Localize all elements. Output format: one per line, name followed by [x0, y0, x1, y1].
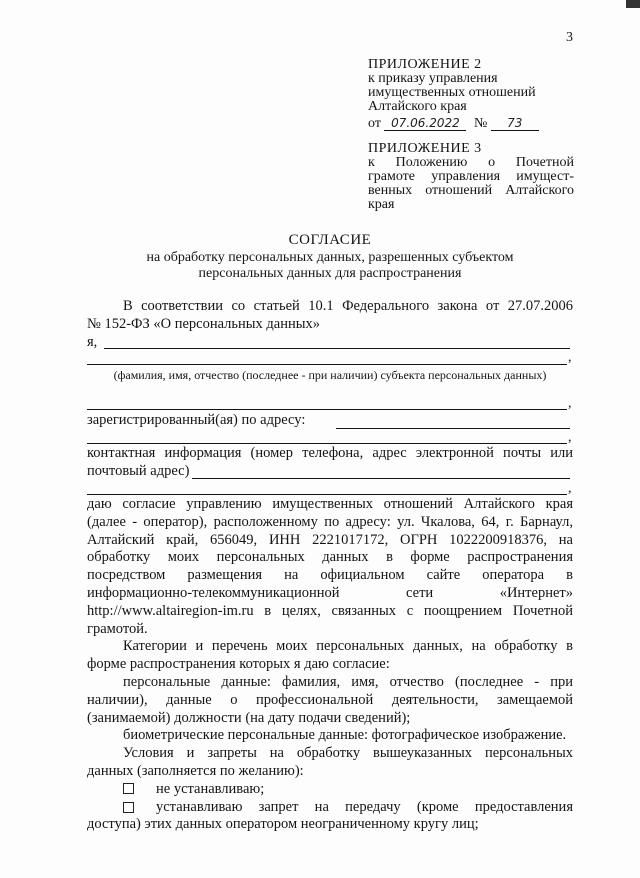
checkbox-not-set[interactable] — [123, 783, 134, 794]
option-set-label: устанавливаю запрет на передачу (кроме предоставления — [156, 798, 573, 815]
appendix-2-line: Алтайского края — [368, 99, 467, 114]
number-handwritten: 73 — [491, 117, 539, 131]
consent-line: (далее - оператор), расположенному по адресу: ул. Чкалова, 64, г. Барнаул, — [87, 513, 573, 530]
date-prefix: от — [368, 116, 381, 131]
appendix-3-line: края — [368, 197, 395, 212]
checkbox-set[interactable] — [123, 802, 134, 813]
categories-line: форме распространения которых я даю согласие: — [87, 656, 390, 673]
consent-paragraph — [87, 496, 573, 834]
contact-label-line: контактная информация (номер телефона, адрес электронной почты или — [87, 445, 573, 461]
comma: , — [568, 350, 572, 365]
intro-line: № 152-ФЗ «О персональных данных» — [87, 315, 320, 332]
appendix-2-line: к приказу управления — [368, 71, 498, 86]
consent-line: грамотой. — [87, 620, 148, 637]
conditions-line: Условия и запреты на обработку вышеуказанных персональных — [123, 745, 573, 762]
contact-label-line: почтовый адрес) — [87, 462, 190, 479]
ya-label: я, — [87, 334, 98, 350]
document-title: СОГЛАСИЕ — [288, 232, 372, 248]
personal-data-line: персональные данные: фамилия, имя, отчество (последнее - при — [123, 673, 573, 690]
option-set[interactable] — [87, 799, 573, 817]
fio-caption: (фамилия, имя, отчество (последнее - при наличии) субъекта персональных данных) — [113, 368, 547, 382]
comma: , — [568, 396, 572, 411]
contact-label — [87, 445, 573, 481]
date-handwritten: 07.06.2022 — [384, 117, 466, 131]
address-field-line-1[interactable] — [336, 428, 570, 429]
comma: , — [568, 481, 572, 496]
option-set-label-cont: доступа) этих данных оператором неограниченному кругу лиц; — [87, 816, 479, 833]
appendix-2-date-row — [368, 117, 539, 131]
subtitle-line: персональных данных для распространения — [198, 266, 462, 281]
consent-line: обработку моих персональных данных в форме распространения — [87, 549, 573, 566]
appendix-3-line: грамоте управления имущест- — [368, 169, 574, 184]
appendix-2-line: имущественных отношений — [368, 85, 536, 100]
biometric-line: биометрические персональные данные: фотографическое изображение. — [123, 727, 567, 744]
consent-line: http://www.altairegion-im.ru в целях, связанных с поощрением Почетной — [87, 602, 573, 619]
consent-line: Алтайский край, 656049, ИНН 2221017172, ОГРН 1022200918376, на — [87, 531, 573, 548]
corner-mark — [626, 0, 640, 8]
consent-line: информационно-телекоммуникационной сети «Интернет» — [87, 584, 573, 601]
consent-line: даю согласие управлению имущественных отношений Алтайского края — [87, 496, 573, 512]
appendix-3-line: венных отношений Алтайского — [368, 183, 574, 198]
consent-line: посредством размещения на официальном сайте оператора в — [87, 567, 573, 584]
personal-data-line: (занимаемой) должности (на дату подачи сведений); — [87, 709, 411, 726]
address-label: зарегистрированный(ая) по адресу: — [87, 412, 306, 428]
intro-line: В соответствии со статьей 10.1 Федерального закона от 27.07.2006 — [123, 298, 573, 314]
option-not-set[interactable] — [87, 781, 573, 799]
name-field-line-2[interactable] — [87, 364, 567, 365]
document-subtitle — [0, 250, 640, 282]
appendix-3-line: к Положению о Почетной — [368, 155, 574, 170]
option-not-set-label: не устанавливаю; — [156, 780, 265, 797]
intro-paragraph — [87, 298, 573, 334]
contact-field-line-1[interactable] — [192, 478, 570, 479]
appendix-2-block — [368, 58, 539, 131]
page-number: 3 — [566, 30, 573, 45]
conditions-line: данных (заполняется по желанию): — [87, 762, 304, 779]
name-field-line-1[interactable] — [104, 348, 570, 349]
address-field-line-2[interactable] — [87, 443, 567, 444]
appendix-3-heading: ПРИЛОЖЕНИЕ 3 — [368, 141, 482, 156]
appendix-3-block — [368, 142, 574, 212]
comma: , — [568, 430, 572, 445]
appendix-2-heading: ПРИЛОЖЕНИЕ 2 — [368, 57, 482, 72]
contact-field-line-2[interactable] — [87, 494, 567, 495]
categories-line: Категории и перечень моих персональных данных, на обработку в — [123, 638, 573, 655]
number-prefix: № — [473, 116, 488, 131]
subtitle-line: на обработку персональных данных, разрешенных субъектом — [146, 250, 514, 265]
personal-data-line: наличии), данные о профессиональной деятельности, замещаемой — [87, 691, 573, 708]
extra-field-line[interactable] — [87, 409, 567, 410]
